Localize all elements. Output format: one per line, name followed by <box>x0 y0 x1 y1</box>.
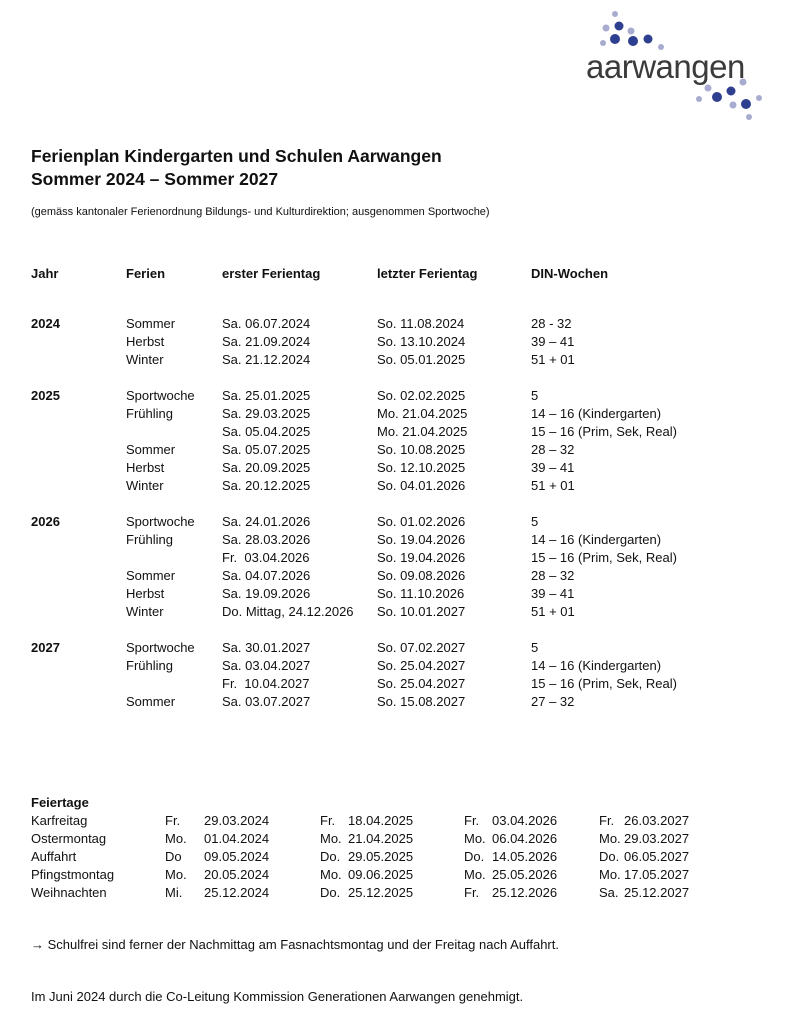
first-day: Do. Mittag, 24.12.2026 <box>222 604 354 619</box>
date: 29.05.2025 <box>348 849 414 864</box>
holiday-name: Herbst <box>126 586 165 601</box>
holiday-name: Weihnachten <box>31 885 107 900</box>
last-day: So. 10.01.2027 <box>377 604 466 619</box>
last-day: So. 10.08.2025 <box>377 442 466 457</box>
holiday-row <box>0 849 794 867</box>
first-day: Sa. 20.12.2025 <box>222 478 311 493</box>
weekday: Mo. <box>599 831 621 846</box>
first-day: Sa. 29.03.2025 <box>222 406 311 421</box>
year-label: 2025 <box>31 388 60 403</box>
weekday: Mo. <box>464 831 486 846</box>
subtitle: (gemäss kantonaler Ferienordnung Bildungs- und Kulturdirektion; ausgenommen Sportwoche) <box>31 206 490 218</box>
date: 25.05.2026 <box>492 867 558 882</box>
date: 18.04.2025 <box>348 813 414 828</box>
weekday: Mo. <box>599 867 621 882</box>
date: 06.05.2027 <box>624 849 690 864</box>
date: 17.05.2027 <box>624 867 690 882</box>
date: 20.05.2024 <box>204 867 270 882</box>
din-weeks: 39 – 41 <box>531 334 575 349</box>
aarwangen-logo <box>582 8 782 126</box>
date: 29.03.2027 <box>624 831 690 846</box>
last-day: So. 11.08.2024 <box>377 316 465 331</box>
date: 25.12.2026 <box>492 885 558 900</box>
holiday-row <box>0 867 794 885</box>
last-day: So. 12.10.2025 <box>377 460 466 475</box>
note-text: → Schulfrei sind ferner der Nachmittag am Fasnachtsmontag und der Freitag nach Auffahrt. <box>31 937 559 952</box>
weekday: Fr. <box>320 813 336 828</box>
weekday: Fr. <box>165 813 181 828</box>
header-din-weeks: DIN-Wochen <box>531 266 609 281</box>
holiday-name: Herbst <box>126 460 165 475</box>
logo-text: aarwangen <box>586 48 745 85</box>
date: 29.03.2024 <box>204 813 270 828</box>
holiday-name: Sportwoche <box>126 514 195 529</box>
page-title <box>31 145 442 191</box>
header-last-day: letzter Ferientag <box>377 266 478 281</box>
holiday-name: Winter <box>126 478 164 493</box>
weekday: Mo. <box>165 831 187 846</box>
date: 06.04.2026 <box>492 831 558 846</box>
holiday-name: Karfreitag <box>31 813 88 828</box>
last-day: So. 25.04.2027 <box>377 676 466 691</box>
year-label: 2024 <box>31 316 60 331</box>
first-day: Sa. 20.09.2025 <box>222 460 311 475</box>
din-weeks: 5 <box>531 514 539 529</box>
first-day: Sa. 05.07.2025 <box>222 442 311 457</box>
holiday-row <box>0 885 794 903</box>
date: 14.05.2026 <box>492 849 558 864</box>
din-weeks: 39 – 41 <box>531 586 575 601</box>
holiday-name: Ostermontag <box>31 831 107 846</box>
din-weeks: 15 – 16 (Prim, Sek, Real) <box>531 424 677 439</box>
holiday-name: Sommer <box>126 568 176 583</box>
last-day: So. 25.04.2027 <box>377 658 466 673</box>
weekday: Do <box>165 849 182 864</box>
holiday-name: Sommer <box>126 694 176 709</box>
holiday-name: Pfingstmontag <box>31 867 115 882</box>
first-day: Fr. 03.04.2026 <box>222 550 310 565</box>
weekday: Fr. <box>464 813 480 828</box>
date: 25.12.2027 <box>624 885 690 900</box>
date: 25.12.2024 <box>204 885 270 900</box>
header-ferien: Ferien <box>126 266 166 281</box>
last-day: Mo. 21.04.2025 <box>377 424 468 439</box>
holiday-row <box>0 813 794 831</box>
last-day: So. 02.02.2025 <box>377 388 466 403</box>
holiday-name: Frühling <box>126 532 173 547</box>
holiday-name: Sportwoche <box>126 388 195 403</box>
din-weeks: 15 – 16 (Prim, Sek, Real) <box>531 550 677 565</box>
date: 09.05.2024 <box>204 849 270 864</box>
date: 26.03.2027 <box>624 813 690 828</box>
date: 21.04.2025 <box>348 831 414 846</box>
weekday: Mo. <box>464 867 486 882</box>
last-day: So. 09.08.2026 <box>377 568 466 583</box>
weekday: Mo. <box>320 867 342 882</box>
last-day: So. 04.01.2026 <box>377 478 466 493</box>
weekday: Do. <box>599 849 620 864</box>
din-weeks: 27 – 32 <box>531 694 575 709</box>
din-weeks: 14 – 16 (Kindergarten) <box>531 532 662 547</box>
year-label: 2026 <box>31 514 60 529</box>
weekday: Mo. <box>165 867 187 882</box>
first-day: Sa. 03.07.2027 <box>222 694 311 709</box>
din-weeks: 5 <box>531 640 539 655</box>
last-day: So. 07.02.2027 <box>377 640 466 655</box>
last-day: So. 19.04.2026 <box>377 532 466 547</box>
title-line-1: Ferienplan Kindergarten und Schulen Aarwangen <box>31 146 442 166</box>
first-day: Sa. 19.09.2026 <box>222 586 311 601</box>
first-day: Sa. 06.07.2024 <box>222 316 311 331</box>
first-day: Sa. 04.07.2026 <box>222 568 311 583</box>
date: 09.06.2025 <box>348 867 414 882</box>
last-day: Mo. 21.04.2025 <box>377 406 468 421</box>
holiday-name: Winter <box>126 604 164 619</box>
weekday: Sa. <box>599 885 619 900</box>
last-day: So. 15.08.2027 <box>377 694 466 709</box>
first-day: Sa. 30.01.2027 <box>222 640 311 655</box>
first-day: Sa. 24.01.2026 <box>222 514 311 529</box>
approval-text: Im Juni 2024 durch die Co-Leitung Kommission Generationen Aarwangen genehmigt. <box>31 989 524 1004</box>
weekday: Mo. <box>320 831 342 846</box>
din-weeks: 51 + 01 <box>531 604 575 619</box>
first-day: Sa. 05.04.2025 <box>222 424 311 439</box>
first-day: Sa. 25.01.2025 <box>222 388 311 403</box>
din-weeks: 28 – 32 <box>531 568 575 583</box>
holiday-name: Auffahrt <box>31 849 77 864</box>
holiday-row <box>0 831 794 849</box>
first-day: Sa. 03.04.2027 <box>222 658 311 673</box>
date: 25.12.2025 <box>348 885 414 900</box>
holiday-name: Frühling <box>126 658 173 673</box>
date: 01.04.2024 <box>204 831 270 846</box>
din-weeks: 15 – 16 (Prim, Sek, Real) <box>531 676 677 691</box>
holiday-name: Frühling <box>126 406 173 421</box>
header-year: Jahr <box>31 266 59 281</box>
header-first-day: erster Ferientag <box>222 266 321 281</box>
year-label: 2027 <box>31 640 60 655</box>
last-day: So. 05.01.2025 <box>377 352 466 367</box>
holiday-name: Sportwoche <box>126 640 195 655</box>
feiertage-heading: Feiertage <box>31 795 89 810</box>
din-weeks: 51 + 01 <box>531 352 575 367</box>
holiday-name: Sommer <box>126 316 176 331</box>
holiday-name: Winter <box>126 352 164 367</box>
din-weeks: 39 – 41 <box>531 460 575 475</box>
first-day: Fr. 10.04.2027 <box>222 676 310 691</box>
first-day: Sa. 21.09.2024 <box>222 334 311 349</box>
holiday-name: Herbst <box>126 334 165 349</box>
last-day: So. 01.02.2026 <box>377 514 466 529</box>
date: 03.04.2026 <box>492 813 558 828</box>
weekday: Fr. <box>599 813 615 828</box>
last-day: So. 13.10.2024 <box>377 334 466 349</box>
holiday-name: Sommer <box>126 442 176 457</box>
din-weeks: 28 – 32 <box>531 442 575 457</box>
din-weeks: 28 - 32 <box>531 316 572 331</box>
first-day: Sa. 21.12.2024 <box>222 352 311 367</box>
din-weeks: 51 + 01 <box>531 478 575 493</box>
din-weeks: 14 – 16 (Kindergarten) <box>531 658 662 673</box>
weekday: Fr. <box>464 885 480 900</box>
last-day: So. 11.10.2026 <box>377 586 465 601</box>
last-day: So. 19.04.2026 <box>377 550 466 565</box>
weekday: Mi. <box>165 885 183 900</box>
din-weeks: 5 <box>531 388 539 403</box>
weekday: Do. <box>320 885 341 900</box>
title-line-2: Sommer 2024 – Sommer 2027 <box>31 169 279 189</box>
weekday: Do. <box>320 849 341 864</box>
din-weeks: 14 – 16 (Kindergarten) <box>531 406 662 421</box>
weekday: Do. <box>464 849 485 864</box>
first-day: Sa. 28.03.2026 <box>222 532 311 547</box>
